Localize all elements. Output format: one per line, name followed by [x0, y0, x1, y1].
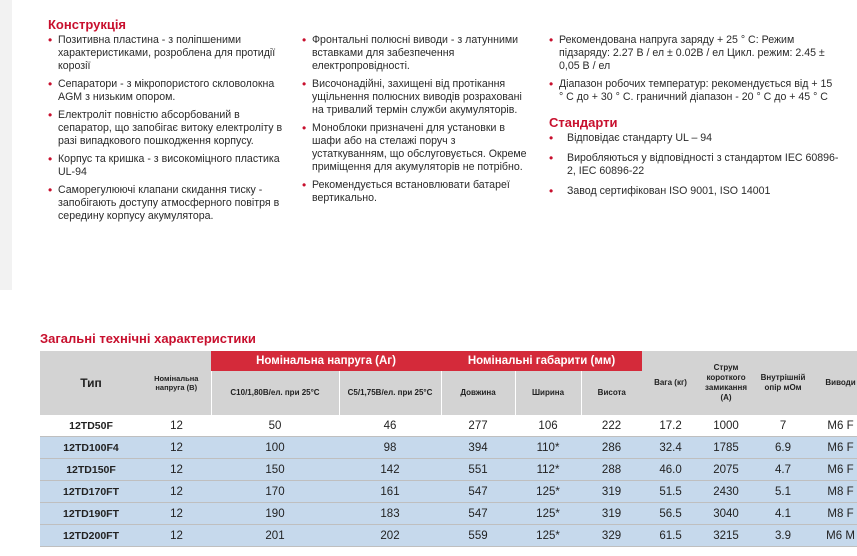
cell-voltage: 12 — [142, 415, 211, 437]
header-nominal-voltage: Номінальна напруга (В) — [142, 351, 211, 415]
header-length: Довжина — [441, 371, 515, 415]
list-item: • Відповідає стандарту UL – 94 — [549, 132, 839, 145]
features-section — [302, 34, 530, 210]
specs-title: Загальні технічні характеристики — [40, 331, 256, 346]
header-short-circuit: Струм короткого замикання (А) — [699, 351, 753, 415]
cell-height: 286 — [581, 437, 642, 459]
header-weight: Вага (кг) — [642, 351, 699, 415]
cell-height: 319 — [581, 481, 642, 503]
cell-resistance: 6.9 — [753, 437, 813, 459]
cell-resistance: 5.1 — [753, 481, 813, 503]
cell-voltage: 12 — [142, 503, 211, 525]
features-list — [302, 34, 530, 205]
header-internal-resistance: Внутрішній опір мОм — [753, 351, 813, 415]
header-capacity-group: Номінальна напруга (Аг) — [211, 351, 441, 371]
cell-resistance: 4.7 — [753, 459, 813, 481]
cell-terminals: M6 F — [813, 459, 857, 481]
cell-width: 125* — [515, 525, 581, 547]
cell-height: 329 — [581, 525, 642, 547]
construction-list — [48, 34, 283, 223]
table-row — [40, 415, 857, 437]
list-item: • Височонадійні, захищені від протікання ущільнення полюсних виводів розраховані на тривалий термін служби акумуляторів. — [302, 78, 530, 117]
cell-width: 125* — [515, 481, 581, 503]
cell-short-circuit: 1785 — [699, 437, 753, 459]
cell-c5: 161 — [339, 481, 441, 503]
cell-resistance: 7 — [753, 415, 813, 437]
list-item: • Рекомендується встановлювати батареї вертикально. — [302, 179, 530, 205]
header-terminals: Виводи — [813, 351, 857, 415]
cell-c5: 142 — [339, 459, 441, 481]
cell-short-circuit: 3215 — [699, 525, 753, 547]
cell-c10: 201 — [211, 525, 339, 547]
cell-terminals: M6 F — [813, 415, 857, 437]
cell-voltage: 12 — [142, 481, 211, 503]
cell-c5: 98 — [339, 437, 441, 459]
table-row — [40, 437, 857, 459]
cell-length: 547 — [441, 503, 515, 525]
cell-terminals: M8 F — [813, 481, 857, 503]
cell-model: 12TD150F — [40, 459, 142, 481]
cell-voltage: 12 — [142, 437, 211, 459]
cell-width: 110* — [515, 437, 581, 459]
cell-voltage: 12 — [142, 525, 211, 547]
table-row — [40, 459, 857, 481]
cell-length: 551 — [441, 459, 515, 481]
cell-short-circuit: 3040 — [699, 503, 753, 525]
cell-short-circuit: 2430 — [699, 481, 753, 503]
standards-list — [549, 132, 839, 198]
cell-height: 222 — [581, 415, 642, 437]
cell-height: 288 — [581, 459, 642, 481]
cell-length: 394 — [441, 437, 515, 459]
list-item: • Електроліт повністю абсорбований в сепаратор, що запобігає витоку електроліту в разі випадкового пошкодження корпусу. — [48, 109, 283, 148]
cell-model: 12TD100F4 — [40, 437, 142, 459]
header-c10: C10/1,80В/ел. при 25°C — [211, 371, 339, 415]
cell-short-circuit: 1000 — [699, 415, 753, 437]
cell-weight: 32.4 — [642, 437, 699, 459]
list-item: • Рекомендована напруга заряду + 25 ° С: Режим підзаряду: 2.27 В / ел ± 0.02В / ел Цикл. режим: 2.45 ± 0,05 В / ел — [549, 34, 839, 73]
charging-list — [549, 34, 839, 104]
cell-resistance: 4.1 — [753, 503, 813, 525]
cell-length: 277 — [441, 415, 515, 437]
header-c5: C5/1,75В/ел. при 25°C — [339, 371, 441, 415]
cell-weight: 46.0 — [642, 459, 699, 481]
table-row — [40, 525, 857, 547]
header-type: Тип — [40, 351, 142, 415]
cell-width: 125* — [515, 503, 581, 525]
list-item: • Позитивна пластина - з поліпшеними характеристиками, розроблена для протидії корозії — [48, 34, 283, 73]
cell-model: 12TD190FT — [40, 503, 142, 525]
list-item: • Завод сертифікован ISO 9001, ISO 14001 — [549, 185, 839, 198]
list-item: • Виробляються у відповідності з стандартом IEC 60896-2, IEC 60896-22 — [549, 152, 839, 178]
cell-model: 12TD170FT — [40, 481, 142, 503]
cell-c10: 50 — [211, 415, 339, 437]
left-margin-bar — [0, 0, 12, 290]
cell-resistance: 3.9 — [753, 525, 813, 547]
cell-terminals: M6 F — [813, 437, 857, 459]
list-item: • Корпус та кришка - з високоміцного пластика UL-94 — [48, 153, 283, 179]
cell-length: 559 — [441, 525, 515, 547]
cell-c5: 183 — [339, 503, 441, 525]
list-item: • Сепаратори - з мікропористого скловолокна AGM з низьким опором. — [48, 78, 283, 104]
table-row — [40, 503, 857, 525]
cell-c10: 150 — [211, 459, 339, 481]
header-dims-group: Номінальні габарити (мм) — [441, 351, 642, 371]
cell-weight: 51.5 — [642, 481, 699, 503]
list-item: • Моноблоки призначені для установки в шафи або на стелажі поруч з устаткуванням, що обслуговується. Окреме приміщення для акумуляторів не потрібно. — [302, 122, 530, 174]
cell-weight: 17.2 — [642, 415, 699, 437]
construction-section — [48, 18, 283, 228]
cell-c5: 46 — [339, 415, 441, 437]
cell-length: 547 — [441, 481, 515, 503]
cell-height: 319 — [581, 503, 642, 525]
charging-section — [549, 34, 839, 205]
cell-voltage: 12 — [142, 459, 211, 481]
cell-model: 12TD50F — [40, 415, 142, 437]
cell-width: 112* — [515, 459, 581, 481]
list-item: • Фронтальні полюсні виводи - з латунними вставками для забезпечення електропровідності. — [302, 34, 530, 73]
table-row — [40, 481, 857, 503]
cell-model: 12TD200FT — [40, 525, 142, 547]
cell-c10: 190 — [211, 503, 339, 525]
cell-c10: 100 — [211, 437, 339, 459]
list-item: • Діапазон робочих температур: рекомендується від + 15 ° С до + 30 ° С. граничний діапазон - 20 ° С до + 45 ° С — [549, 78, 839, 104]
standards-title: Стандарти — [549, 115, 618, 130]
cell-terminals: M8 F — [813, 503, 857, 525]
construction-title: Конструкція — [48, 17, 127, 32]
cell-width: 106 — [515, 415, 581, 437]
cell-weight: 61.5 — [642, 525, 699, 547]
cell-weight: 56.5 — [642, 503, 699, 525]
header-height: Висота — [581, 371, 642, 415]
cell-terminals: M6 M — [813, 525, 857, 547]
cell-c10: 170 — [211, 481, 339, 503]
cell-c5: 202 — [339, 525, 441, 547]
cell-short-circuit: 2075 — [699, 459, 753, 481]
list-item: • Саморегулюючі клапани скидання тиску - запобігають доступу атмосферного повітря в середину корпусу акумулятора. — [48, 184, 283, 223]
specs-table — [40, 351, 857, 547]
header-width: Ширина — [515, 371, 581, 415]
